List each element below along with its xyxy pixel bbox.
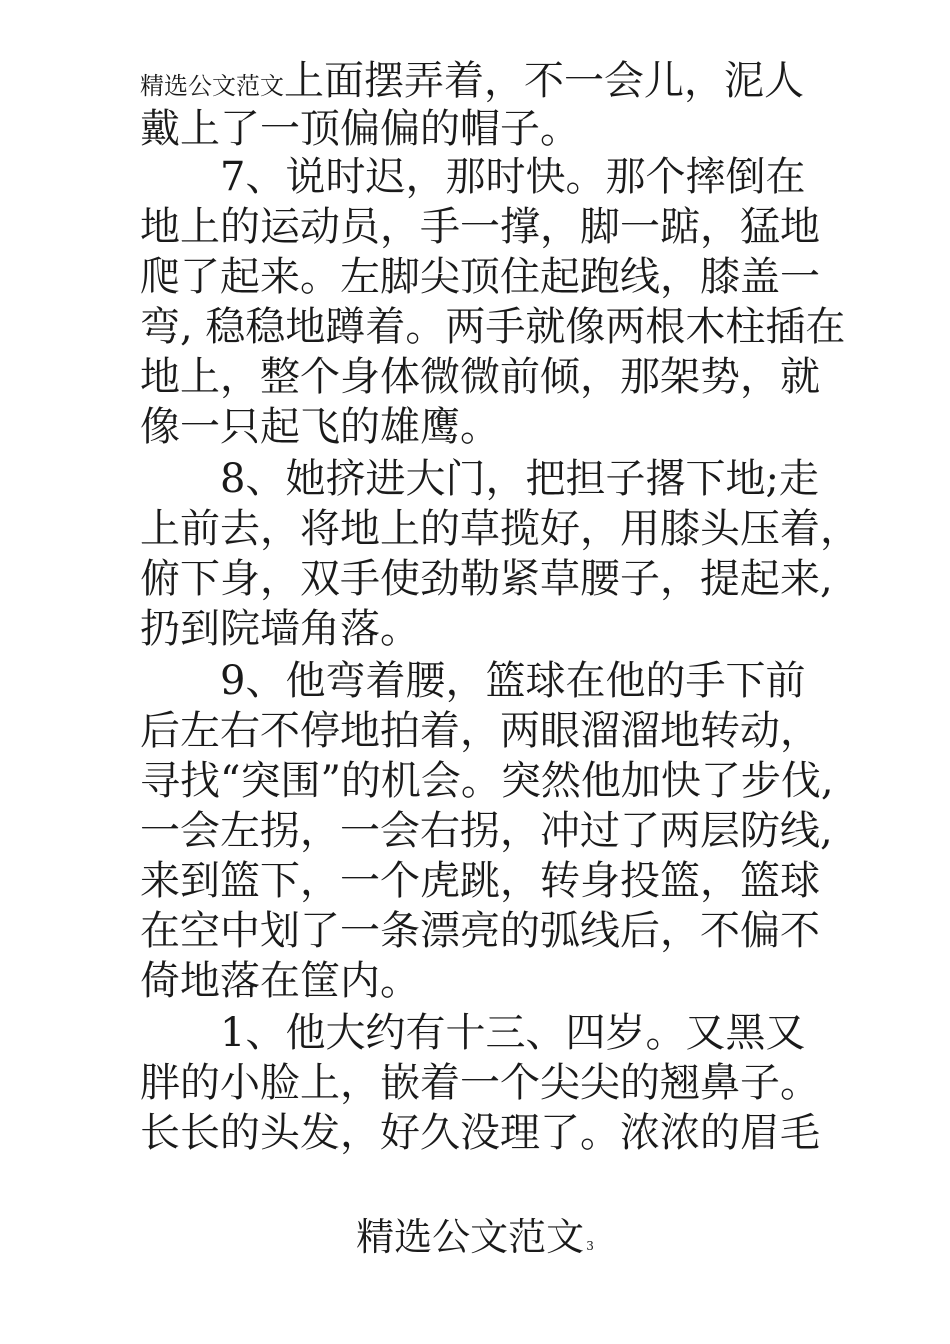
text-line-4: 地上的运动员，手一撑，脚一踮，猛地 (140, 204, 820, 250)
text-line-20: 1、他大约有十三、四岁。又黑又 (140, 1010, 806, 1056)
text-line-3: 7、说时迟，那时快。那个摔倒在 (140, 154, 806, 200)
text-line-19: 倚地落在筐内。 (140, 958, 420, 1004)
text-line-10: 上前去，将地上的草揽好，用膝头压着， (140, 506, 860, 552)
text-line-18: 在空中划了一条漂亮的弧线后，不偏不 (140, 908, 820, 954)
text-line-15: 寻找“突围”的机会。突然他加快了步伐, (140, 758, 834, 804)
running-header: 精选公文范文 (140, 72, 284, 100)
text-line-11: 俯下身，双手使劲勒紧草腰子，提起来, (140, 556, 833, 602)
text-line-13: 9、他弯着腰，篮球在他的手下前 (140, 658, 806, 704)
page-number: 3 (586, 1239, 594, 1253)
text-line-9: 8、她挤进大门，把担子撂下地;走 (140, 456, 819, 502)
text-line-14: 后左右不停地拍着，两眼溜溜地转动， (140, 708, 820, 754)
text-line-6: 弯, 稳稳地蹲着。两手就像两根木柱插在 (140, 304, 846, 350)
text-line-17: 来到篮下，一个虎跳，转身投篮，篮球 (140, 858, 820, 904)
footer-label: 精选公文范文 (356, 1215, 585, 1259)
text-line-2: 戴上了一顶偏偏的帽子。 (140, 106, 580, 152)
text-line-22: 长长的头发，好久没理了。浓浓的眉毛 (140, 1110, 820, 1156)
text-line-7: 地上，整个身体微微前倾，那架势，就 (140, 354, 820, 400)
line-text: 上面摆弄着，不一会儿，泥人 (284, 58, 804, 104)
text-line-5: 爬了起来。左脚尖顶住起跑线，膝盖一 (140, 254, 820, 300)
page-footer (0, 1212, 950, 1271)
text-line-1 (140, 56, 804, 111)
text-line-8: 像一只起飞的雄鹰。 (140, 404, 500, 450)
text-line-16: 一会左拐，一会右拐，冲过了两层防线, (140, 808, 833, 854)
text-line-12: 扔到院墙角落。 (140, 606, 420, 652)
text-line-21: 胖的小脸上，嵌着一个尖尖的翘鼻子。 (140, 1060, 820, 1106)
